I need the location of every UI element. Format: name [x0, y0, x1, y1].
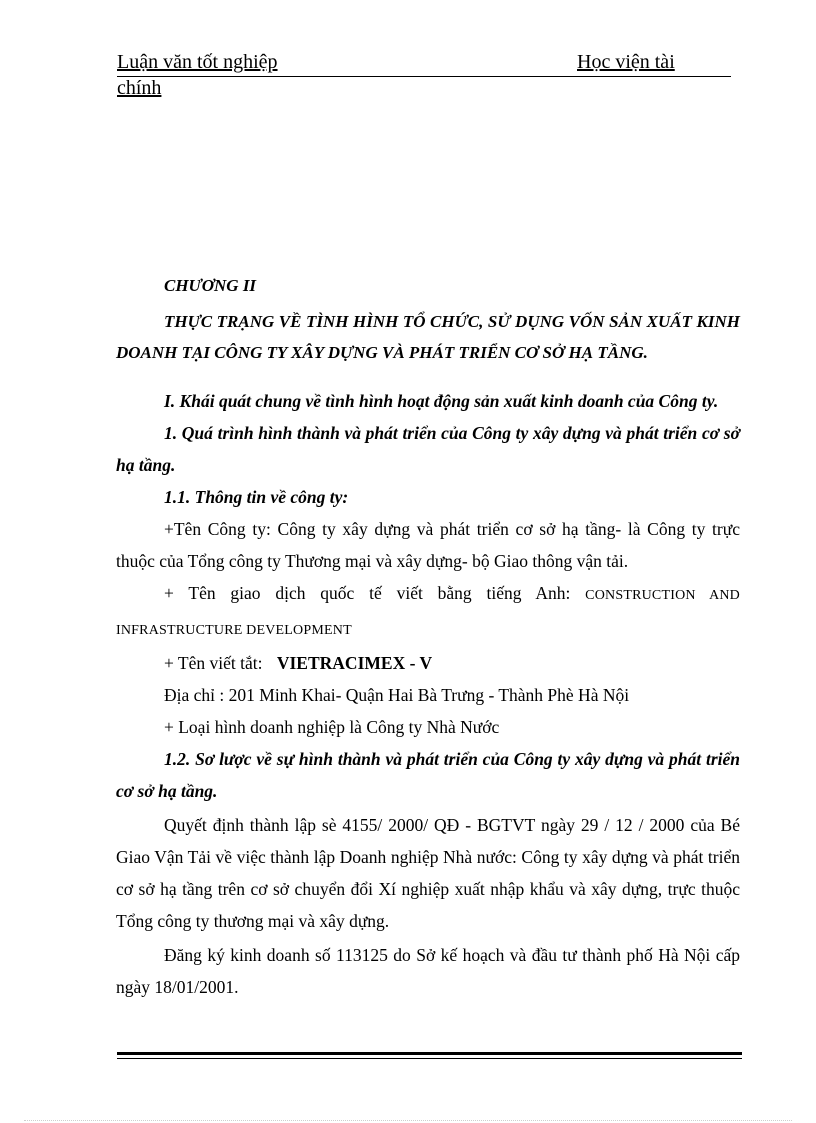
header-left-text: Luận văn tốt nghiệp: [117, 51, 278, 73]
header-right-text: Học viện tài: [577, 51, 675, 73]
header-continuation: chính: [117, 77, 162, 99]
document-body: [116, 272, 740, 1003]
footer-double-rule-bottom: [117, 1058, 742, 1059]
abbr-name-paragraph: [116, 647, 740, 679]
footer-double-rule-top: [117, 1052, 742, 1055]
company-name-paragraph: [116, 513, 740, 577]
registration-paragraph: Đăng ký kinh doanh số 113125 do Sở kế hoạch và đầu tư thành phố Hà Nội cấp ngày 18/01/2001.: [116, 945, 740, 997]
company-type-paragraph: + Loại hình doanh nghiệp là Công ty Nhà Nước: [164, 717, 500, 737]
intl-name-label: + Tên giao dịch quốc tế viết bằng tiếng Anh:: [164, 583, 571, 603]
company-name-label: +Tên Công ty:: [164, 519, 271, 539]
page-edge-divider: [24, 1120, 792, 1121]
intl-name-value: CONSTRUCTION AND INFRASTRUCTURE DEVELOPMENT: [116, 588, 740, 638]
chapter-title: THỰC TRẠNG VỀ TÌNH HÌNH TỔ CHỨC, SỬ DỤNG VỐN SẢN XUẤT KINH DOANH TẠI CÔNG TY XÂY DỰNG VÀ PHÁT TRIỂN CƠ SỞ HẠ TẦNG.: [116, 312, 740, 362]
running-header: [117, 49, 731, 77]
company-name-value: Công ty xây dựng và phát triển cơ sở hạ tầng- là Công ty trực thuộc của Tổng công ty Thương mại và xây dựng- bộ Giao thông vận tải.: [116, 519, 740, 571]
intl-name-paragraph: [116, 577, 740, 647]
section-heading-1-1-1: 1.1. Thông tin về công ty:: [164, 487, 349, 507]
abbr-name-label: + Tên viết tắt:: [164, 653, 263, 673]
address-paragraph: Địa chỉ : 201 Minh Khai- Quận Hai Bà Trưng - Thành Phè Hà Nội: [164, 685, 630, 705]
decision-paragraph: Quyết định thành lập sè 4155/ 2000/ QĐ - BGTVT ngày 29 / 12 / 2000 của Bé Giao Vận Tải về việc thành lập Doanh nghiệp Nhà nước: Công ty xây dựng và phát triển cơ sở hạ tầng trên cơ sở chuyển đổi Xí nghiệp xuất nhập khẩu và xây dựng, trực thuộc Tổng công ty thương mại và xây dựng.: [116, 815, 740, 931]
abbr-name-value: VIETRACIMEX - V: [276, 653, 433, 673]
chapter-label: CHƯƠNG II: [164, 276, 257, 295]
section-heading-1-1: 1. Quá trình hình thành và phát triển của Công ty xây dựng và phát triển cơ sở hạ tầng.: [116, 423, 740, 475]
section-heading-1: I. Khái quát chung về tình hình hoạt động sản xuất kinh doanh của Công ty.: [164, 391, 719, 411]
section-heading-1-1-2: 1.2. Sơ lược về sự hình thành và phát triển của Công ty xây dựng và phát triển cơ sở hạ tầng.: [116, 749, 740, 801]
